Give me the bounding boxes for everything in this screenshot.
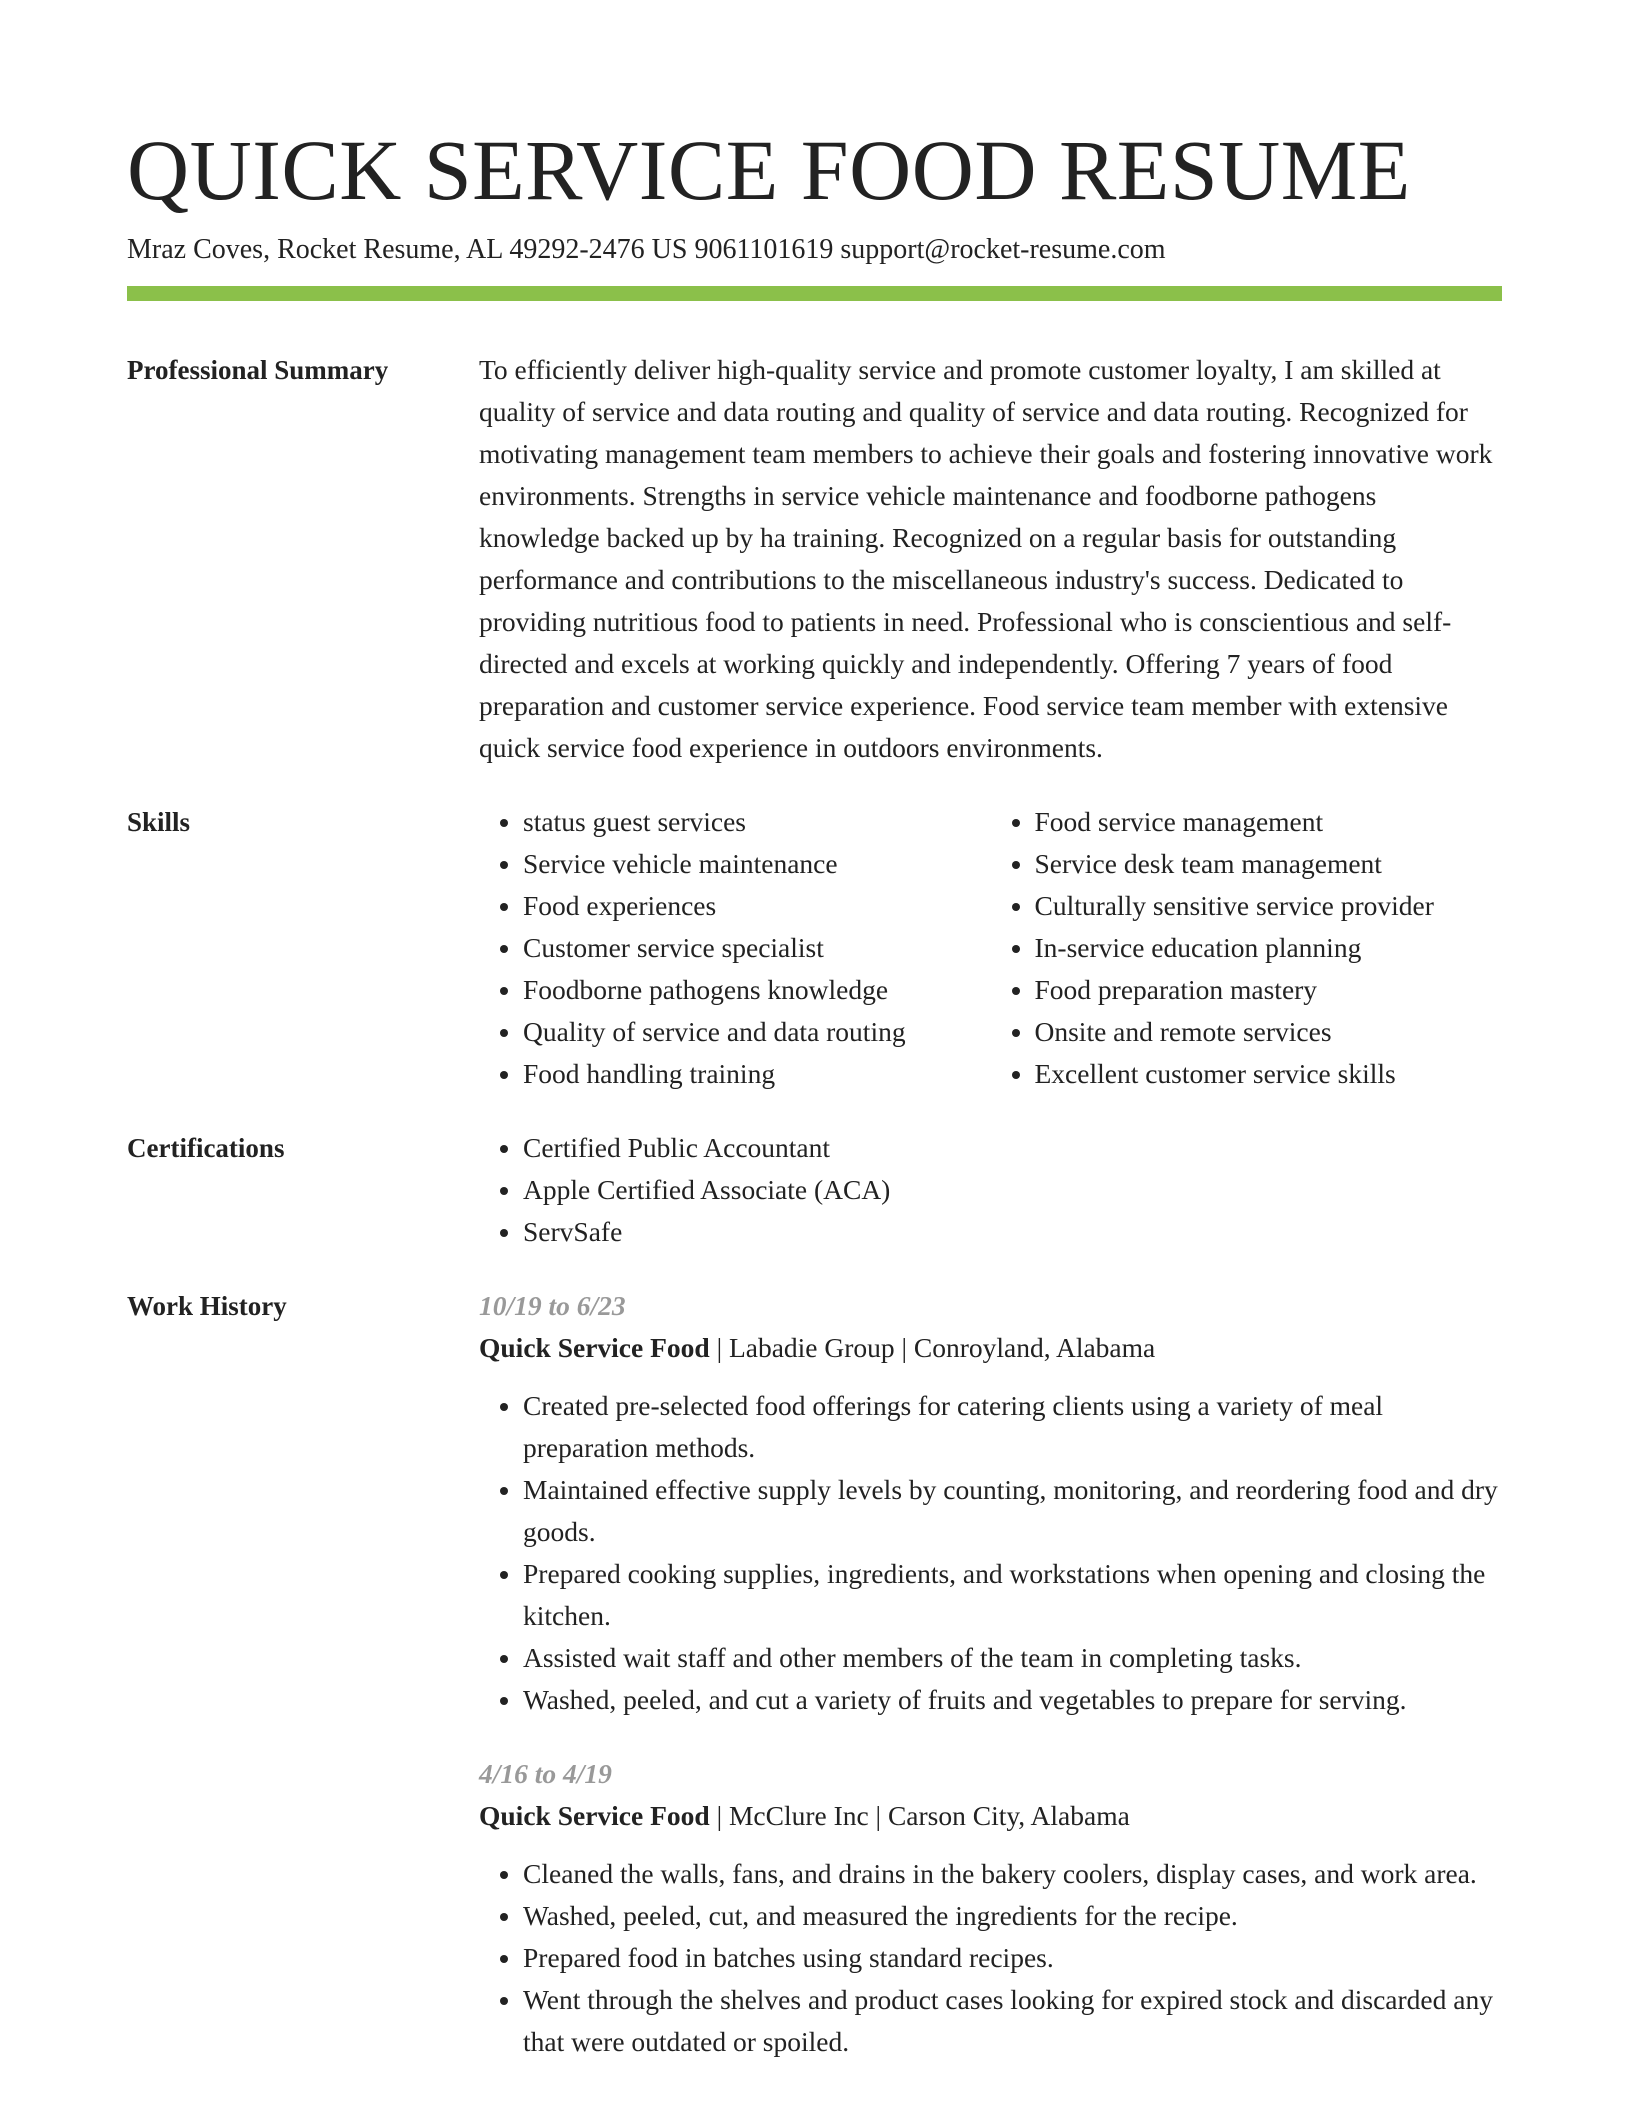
work-history-body bbox=[479, 1285, 1502, 2063]
contact-line: Mraz Coves, Rocket Resume, AL 49292-2476 US 9061101619 support@rocket-resume.com bbox=[127, 234, 1166, 265]
skills-list-right bbox=[991, 801, 1503, 1095]
job-bullet: • Washed, peeled, and cut a variety of fruits and vegetables to prepare for serving. bbox=[523, 1679, 1502, 1721]
certification-item: • ServSafe bbox=[523, 1211, 1502, 1253]
job-bullet: • Prepared food in batches using standard recipes. bbox=[523, 1937, 1502, 1979]
skill-item: • Food preparation mastery bbox=[1035, 969, 1503, 1011]
skill-item: • Culturally sensitive service provider bbox=[1035, 885, 1503, 927]
job-bullets bbox=[479, 1385, 1502, 1721]
job-entry bbox=[479, 1753, 1502, 2063]
skill-item: • Food handling training bbox=[523, 1053, 991, 1095]
section-label-certifications: Certifications bbox=[127, 1133, 285, 1163]
work-history-section bbox=[127, 1285, 1505, 2063]
certifications-body bbox=[479, 1127, 1502, 1253]
skill-item: • Customer service specialist bbox=[523, 927, 991, 969]
job-entry bbox=[479, 1285, 1502, 1721]
job-bullet: • Created pre-selected food offerings for catering clients using a variety of meal preparation methods. bbox=[523, 1385, 1502, 1469]
job-bullet: • Cleaned the walls, fans, and drains in the bakery coolers, display cases, and work area. bbox=[523, 1853, 1502, 1895]
job-heading bbox=[479, 1327, 1502, 1369]
job-bullet: • Prepared cooking supplies, ingredients, and workstations when opening and closing the kitchen. bbox=[523, 1553, 1502, 1637]
job-bullet: • Went through the shelves and product cases looking for expired stock and discarded any that were outdated or spoiled. bbox=[523, 1979, 1502, 2063]
skills-section bbox=[127, 801, 1505, 1095]
certifications-section bbox=[127, 1127, 1505, 1253]
skill-item: • In-service education planning bbox=[1035, 927, 1503, 969]
skill-item: • Quality of service and data routing bbox=[523, 1011, 991, 1053]
job-role: Quick Service Food bbox=[479, 1800, 710, 1831]
skill-item: • Service vehicle maintenance bbox=[523, 843, 991, 885]
skills-list-left bbox=[479, 801, 991, 1095]
summary-text: To efficiently deliver high-quality service and promote customer loyalty, I am skilled at quality of service and data routing and quality of service and data routing. Recognized for motivating management team members to achieve their goals and fostering innovative work environments. Strengths in service vehicle maintenance and foodborne pathogens knowledge backed up by ha training. Recognized on a regular basis for outstanding performance and contributions to the miscellaneous industry's success. Dedicated to providing nutritious food to patients in need. Professional who is conscientious and self-directed and excels at working quickly and independently. Offering 7 years of food preparation and customer service experience. Food service team member with extensive quick service food experience in outdoors environments. bbox=[479, 354, 1493, 763]
summary-section bbox=[127, 349, 1505, 769]
accent-divider bbox=[127, 286, 1502, 301]
section-label-skills: Skills bbox=[127, 807, 191, 837]
job-company-location: | Labadie Group | Conroyland, Alabama bbox=[709, 1332, 1156, 1363]
section-label-work-history: Work History bbox=[127, 1291, 287, 1321]
skill-item: • status guest services bbox=[523, 801, 991, 843]
certification-item: • Certified Public Accountant bbox=[523, 1127, 1502, 1169]
skill-item: • Service desk team management bbox=[1035, 843, 1503, 885]
job-heading bbox=[479, 1795, 1502, 1837]
job-bullet: • Assisted wait staff and other members of the team in completing tasks. bbox=[523, 1637, 1502, 1679]
job-dates: 10/19 to 6/23 bbox=[479, 1290, 626, 1321]
skill-item: • Foodborne pathogens knowledge bbox=[523, 969, 991, 1011]
job-company-location: | McClure Inc | Carson City, Alabama bbox=[709, 1800, 1130, 1831]
job-role: Quick Service Food bbox=[479, 1332, 710, 1363]
skill-item: • Food experiences bbox=[523, 885, 991, 927]
skills-columns bbox=[479, 801, 1502, 1095]
resume-title: QUICK SERVICE FOOD RESUME bbox=[127, 122, 1411, 218]
certifications-list bbox=[479, 1127, 1502, 1253]
job-dates: 4/16 to 4/19 bbox=[479, 1758, 612, 1789]
section-label-summary: Professional Summary bbox=[127, 355, 389, 385]
skill-item: • Excellent customer service skills bbox=[1035, 1053, 1503, 1095]
skill-item: • Onsite and remote services bbox=[1035, 1011, 1503, 1053]
job-bullet: • Maintained effective supply levels by counting, monitoring, and reordering food and dry goods. bbox=[523, 1469, 1502, 1553]
job-bullets bbox=[479, 1853, 1502, 2063]
skill-item: • Food service management bbox=[1035, 801, 1503, 843]
certification-item: • Apple Certified Associate (ACA) bbox=[523, 1169, 1502, 1211]
job-bullet: • Washed, peeled, cut, and measured the ingredients for the recipe. bbox=[523, 1895, 1502, 1937]
